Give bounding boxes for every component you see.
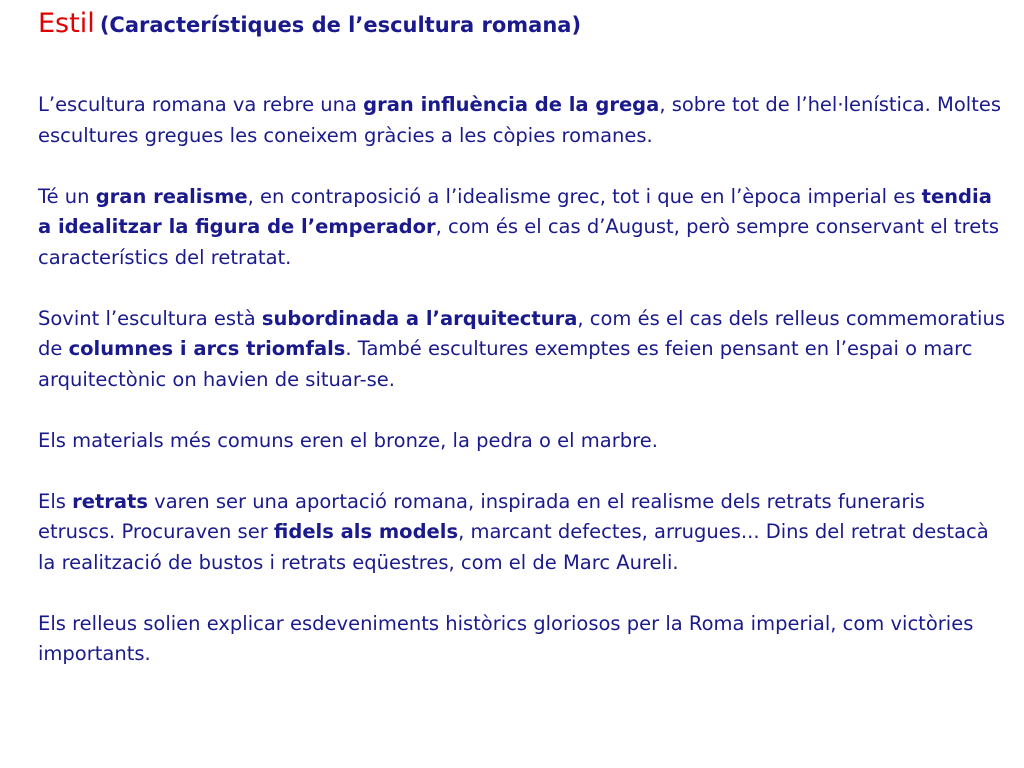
emphasis-segment: fidels als models xyxy=(273,520,459,543)
text-segment: , com és el cas d’August, però sempre conservant el trets característics del retratat. xyxy=(38,215,999,269)
emphasis-segment: gran realisme xyxy=(95,184,248,208)
text-segment: Els materials més comuns eren el bronze, la pedra o el marbre. xyxy=(38,428,658,452)
paragraph-portraits xyxy=(38,487,1006,579)
text-segment: Els xyxy=(38,489,73,513)
emphasis-segment: subordinada a l’arquitectura xyxy=(261,306,578,330)
emphasis-segment: gran influència de la grega xyxy=(363,93,660,116)
paragraph-architecture xyxy=(38,304,1006,396)
text-segment: , marcant defectes, arrugues... Dins del retrat destacà la realització de bustos i retrats eqüestres, com el de Marc Aureli. xyxy=(38,520,989,574)
text-segment: varen ser una aportació romana, inspirada en el realisme dels retrats funeraris etruscs. Procuraven ser xyxy=(38,489,925,543)
text-segment: L’escultura romana va rebre una xyxy=(38,93,364,116)
paragraph-materials xyxy=(38,426,1006,457)
title-main: Estil xyxy=(38,8,95,39)
emphasis-segment: columnes i arcs triomfals xyxy=(68,337,346,360)
slide-title xyxy=(38,8,581,40)
text-segment: Sovint l’escultura està xyxy=(38,306,262,330)
emphasis-segment: tendia a idealitzar la figura de l’emperador xyxy=(38,184,992,238)
text-segment: , com és el cas dels relleus commemoratius de xyxy=(38,306,1005,360)
paragraph-influence xyxy=(38,90,1006,151)
slide-body xyxy=(38,90,1006,670)
text-segment: , sobre tot de l’hel·lenística. Moltes escultures gregues les coneixem gràcies a les còpies romanes. xyxy=(38,93,1002,147)
text-segment: Té un xyxy=(38,184,96,208)
title-subtitle: (Característiques de l’escultura romana) xyxy=(99,13,582,37)
text-segment: , en contraposició a l’idealisme grec, tot i que en l’època imperial es xyxy=(247,184,922,208)
text-segment: Els relleus solien explicar esdeveniments històrics gloriosos per la Roma imperial, com victòries importants. xyxy=(38,611,974,665)
paragraph-realism xyxy=(38,182,1006,274)
emphasis-segment: retrats xyxy=(72,489,148,513)
paragraph-reliefs xyxy=(38,609,1006,670)
text-segment: . També escultures exemptes es feien pensant en l’espai o marc arquitectònic on havien de situar-se. xyxy=(38,337,973,391)
